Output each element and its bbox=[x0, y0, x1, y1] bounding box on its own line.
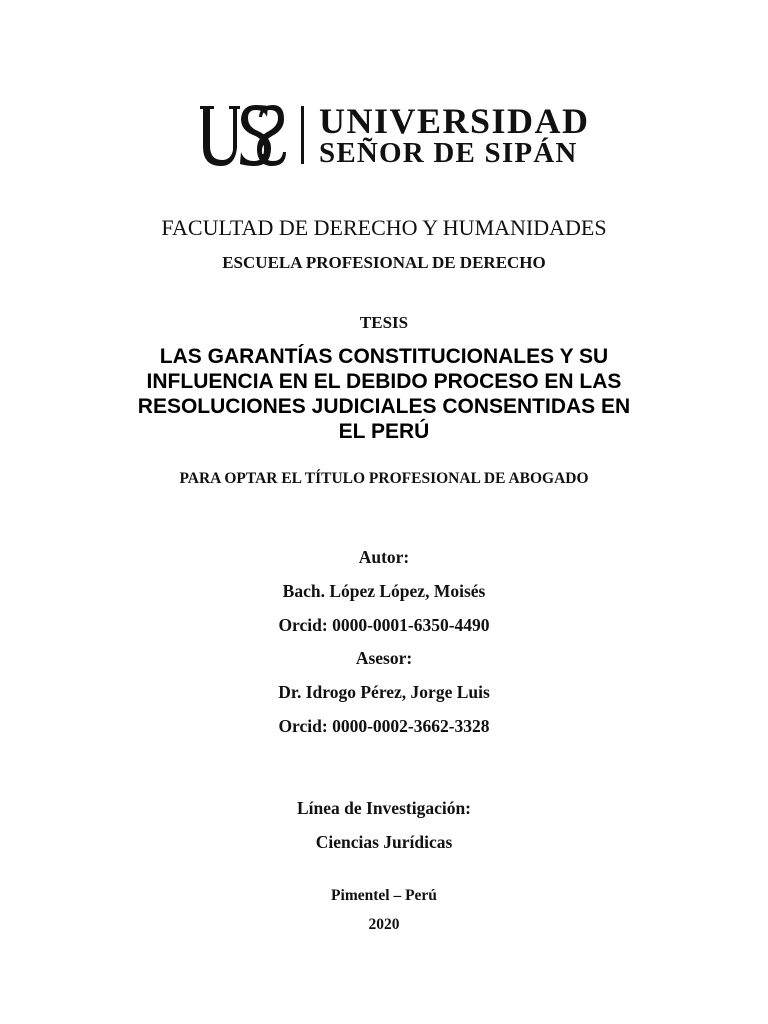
research-line-value: Ciencias Jurídicas bbox=[315, 832, 453, 852]
school-heading: ESCUELA PROFESIONAL DE DERECHO bbox=[222, 253, 546, 272]
logo-university-word: UNIVERSIDAD bbox=[319, 101, 590, 141]
author-orcid: Orcid: 0000-0001-6350-4490 bbox=[278, 615, 490, 635]
degree-statement: PARA OPTAR EL TÍTULO PROFESIONAL DE ABOGADO bbox=[179, 470, 589, 487]
faculty-heading: FACULTAD DE DERECHO Y HUMANIDADES bbox=[161, 215, 607, 240]
uss-monogram-logo bbox=[198, 102, 286, 168]
university-logo bbox=[198, 100, 588, 172]
advisor-name: Dr. Idrogo Pérez, Jorge Luis bbox=[278, 682, 490, 702]
place: Pimentel – Perú bbox=[331, 887, 437, 904]
advisor-label: Asesor: bbox=[355, 648, 413, 668]
logo-divider bbox=[301, 106, 304, 164]
logo-university-name: SEÑOR DE SIPÁN bbox=[319, 137, 578, 169]
year: 2020 bbox=[368, 916, 400, 933]
research-line-label: Línea de Investigación: bbox=[296, 798, 472, 818]
thesis-title bbox=[0, 344, 768, 444]
thesis-title-line: LAS GARANTÍAS CONSTITUCIONALES Y SU bbox=[159, 345, 609, 368]
author-name: Bach. López López, Moisés bbox=[282, 581, 486, 601]
thesis-label: TESIS bbox=[359, 313, 409, 332]
thesis-title-line: INFLUENCIA EN EL DEBIDO PROCESO EN LAS bbox=[146, 370, 622, 393]
author-label: Autor: bbox=[358, 547, 410, 567]
thesis-title-line: EL PERÚ bbox=[338, 420, 430, 443]
advisor-orcid: Orcid: 0000-0002-3662-3328 bbox=[278, 716, 490, 736]
thesis-title-line: RESOLUCIONES JUDICIALES CONSENTIDAS EN bbox=[137, 395, 631, 418]
